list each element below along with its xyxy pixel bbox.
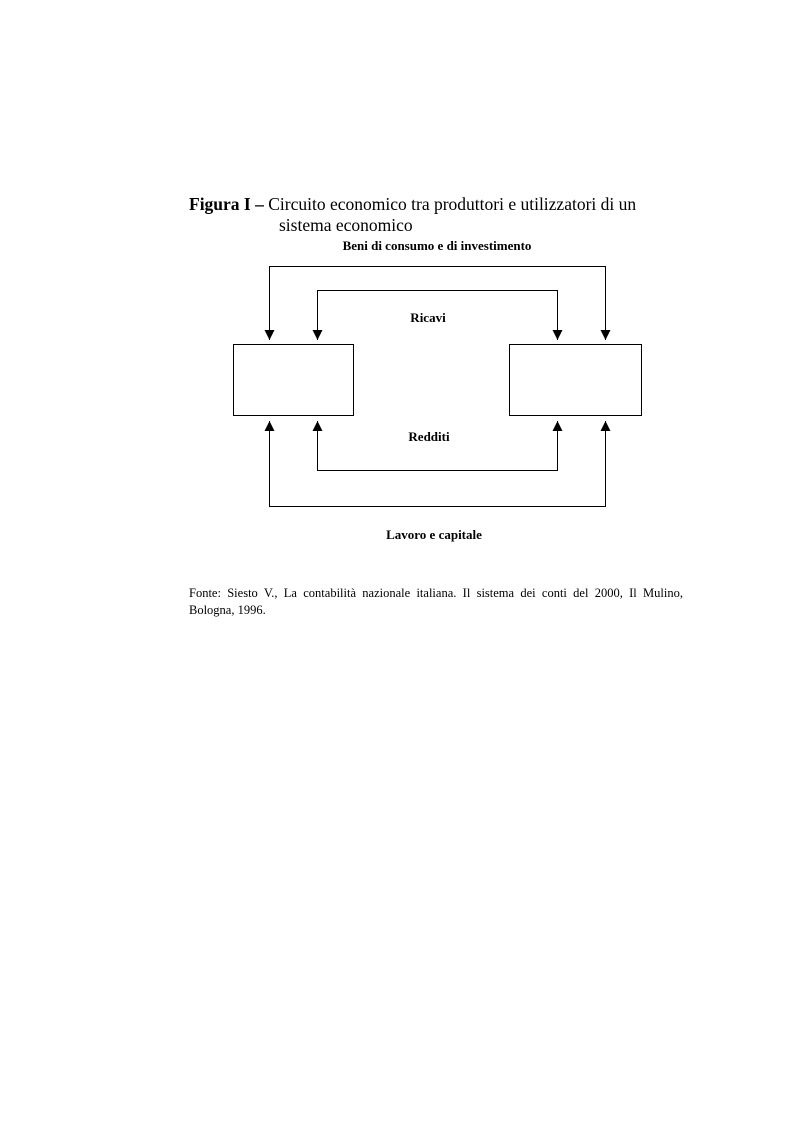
label-top-outer: Beni di consumo e di investimento [342, 238, 532, 253]
flow-top-outer-line [270, 267, 606, 341]
label-top-inner: Ricavi [410, 310, 446, 325]
source-note: Fonte: Siesto V., La contabilità nazionale italiana. Il sistema dei conti del 2000, Il Mulino, Bologna, 1996. [189, 586, 683, 617]
label-bottom-inner: Redditi [408, 429, 450, 444]
left-box [234, 345, 354, 416]
figure-number: Figura I – [189, 194, 264, 214]
figure-title-line1: Circuito economico tra produttori e utilizzatori di un [268, 194, 637, 214]
figure-title-line2: sistema economico [279, 215, 413, 235]
right-box [510, 345, 642, 416]
label-bottom-outer: Lavoro e capitale [386, 527, 482, 542]
